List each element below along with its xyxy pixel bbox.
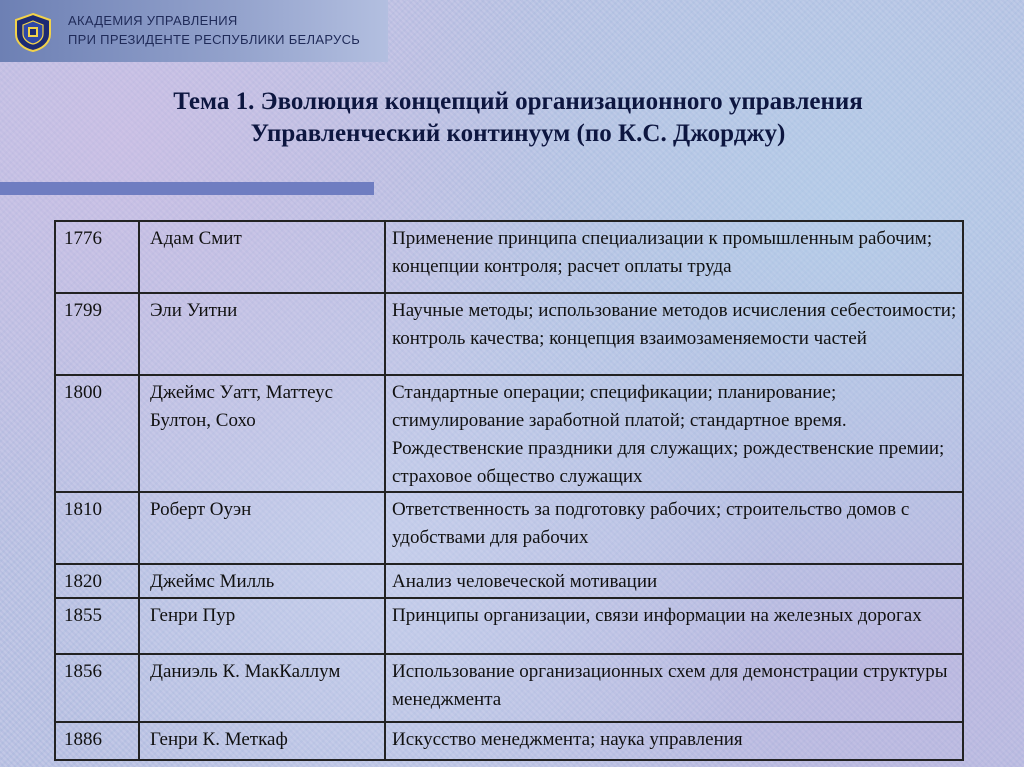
title-accent-bar [0, 182, 374, 195]
management-continuum-table [54, 220, 964, 761]
table-row [55, 598, 963, 654]
academy-name [68, 11, 360, 49]
contribution-cell: Принципы организации, связи информации на железных дорогах [385, 598, 963, 654]
author-cell: Генри К. Меткаф [139, 722, 385, 760]
author-cell: Джеймс Милль [139, 564, 385, 598]
academy-emblem-icon [13, 12, 53, 52]
author-cell: Эли Уитни [139, 293, 385, 375]
contribution-cell: Анализ человеческой мотивации [385, 564, 963, 598]
author-cell: Даниэль К. МакКаллум [139, 654, 385, 722]
table-row [55, 375, 963, 492]
contribution-cell: Использование организационных схем для демонстрации структуры менеджмента [385, 654, 963, 722]
year-cell: 1776 [55, 221, 139, 293]
contribution-cell: Научные методы; использование методов исчисления себестоимости; контроль качества; концепция взаимозаменяемости частей [385, 293, 963, 375]
table-row [55, 564, 963, 598]
page-subtitle: Управленческий континуум (по К.С. Джорджу) [250, 120, 786, 147]
academy-name-line-1: АКАДЕМИЯ УПРАВЛЕНИЯ [68, 13, 238, 28]
author-cell: Джеймс Уатт, Маттеус Бултон, Сохо [139, 375, 385, 492]
contribution-cell: Применение принципа специализации к промышленным рабочим; концепции контроля; расчет оплаты труда [385, 221, 963, 293]
year-cell: 1800 [55, 375, 139, 492]
header-band [0, 0, 388, 62]
contribution-cell: Ответственность за подготовку рабочих; строительство домов с удобствами для рабочих [385, 492, 963, 564]
table-row [55, 492, 963, 564]
year-cell: 1886 [55, 722, 139, 760]
page-title-line-1: Тема 1. Эволюция концепций организационного управления [173, 88, 863, 115]
table-row [55, 221, 963, 293]
year-cell: 1799 [55, 293, 139, 375]
table-row [55, 722, 963, 760]
page-title [0, 86, 1024, 150]
author-cell: Адам Смит [139, 221, 385, 293]
year-cell: 1856 [55, 654, 139, 722]
year-cell: 1855 [55, 598, 139, 654]
author-cell: Генри Пур [139, 598, 385, 654]
table-row [55, 293, 963, 375]
academy-name-line-2: ПРИ ПРЕЗИДЕНТЕ РЕСПУБЛИКИ БЕЛАРУСЬ [68, 32, 361, 47]
table-row [55, 654, 963, 722]
contribution-cell: Стандартные операции; спецификации; планирование; стимулирование заработной платой; стандартное время. Рождественские праздники для служащих; рождественские премии; страховое общество служащих [385, 375, 963, 492]
year-cell: 1820 [55, 564, 139, 598]
contribution-cell: Искусство менеджмента; наука управления [385, 722, 963, 760]
author-cell: Роберт Оуэн [139, 492, 385, 564]
year-cell: 1810 [55, 492, 139, 564]
